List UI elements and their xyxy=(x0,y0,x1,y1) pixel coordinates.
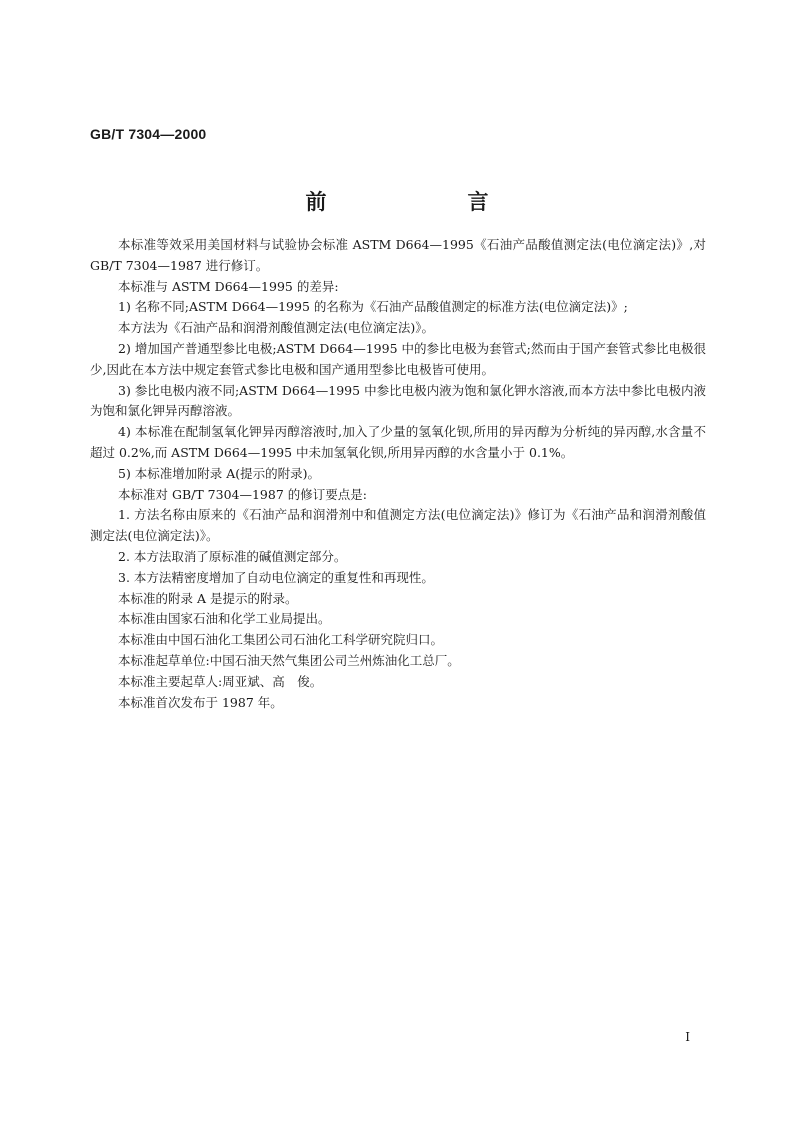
paragraph-13: 本标准的附录 A 是提示的附录。 xyxy=(118,590,298,606)
paragraph-3: 1) 名称不同;ASTM D664—1995 的名称为《石油产品酸值测定的标准方法(电位滴定法)》; xyxy=(118,299,628,315)
standard-code: GB/T 7304—2000 xyxy=(90,126,207,142)
paragraph-11: 2. 本方法取消了原标准的碱值测定部分。 xyxy=(118,548,347,564)
paragraph-17: 本标准主要起草人:周亚斌、高 俊。 xyxy=(118,673,323,689)
paragraph-6: 3) 参比电极内液不同;ASTM D664—1995 中参比电极内液为饱和氯化钾水溶液,而本方法中参比电极内液为饱和氯化钾异丙醇溶液。 xyxy=(90,382,706,419)
paragraph-1: 本标准等效采用美国材料与试验协会标准 ASTM D664—1995《石油产品酸值测定法(电位滴定法)》,对 GB/T 7304—1987 进行修订。 xyxy=(90,237,706,273)
page-title: 前 言 xyxy=(305,190,549,214)
page-number: I xyxy=(685,1030,690,1044)
paragraph-15: 本标准由中国石油化工集团公司石油化工科学研究院归口。 xyxy=(118,632,444,648)
paragraph-14: 本标准由国家石油和化学工业局提出。 xyxy=(118,611,331,627)
paragraph-4: 本方法为《石油产品和润滑剂酸值测定法(电位滴定法)》。 xyxy=(118,320,435,336)
paragraph-8: 5) 本标准增加附录 A(提示的附录)。 xyxy=(118,465,321,481)
paragraph-5: 2) 增加国产普通型参比电极;ASTM D664—1995 中的参比电极为套管式;然而由于国产套管式参比电极很少,因此在本方法中规定套管式参比电极和国产通用型参比电极皆可使用。 xyxy=(90,340,706,377)
paragraph-2: 本标准与 ASTM D664—1995 的差异: xyxy=(118,278,339,294)
paragraph-9: 本标准对 GB/T 7304—1987 的修订要点是: xyxy=(118,486,367,502)
paragraph-16: 本标准起草单位:中国石油天然气集团公司兰州炼油化工总厂。 xyxy=(118,652,460,668)
paragraph-10: 1. 方法名称由原来的《石油产品和润滑剂中和值测定方法(电位滴定法)》修订为《石油产品和润滑剂酸值测定法(电位滴定法)》。 xyxy=(90,507,706,544)
foreword-body xyxy=(90,235,706,713)
paragraph-18: 本标准首次发布于 1987 年。 xyxy=(118,694,283,710)
paragraph-7: 4) 本标准在配制氢氧化钾异丙醇溶液时,加入了少量的氢氧化钡,所用的异丙醇为分析纯的异丙醇,水含量不超过 0.2%,而 ASTM D664—1995 中未加氢氧化钡,所用异丙醇的水含量小于 0.1%。 xyxy=(90,424,706,460)
paragraph-12: 3. 本方法精密度增加了自动电位滴定的重复性和再现性。 xyxy=(118,569,434,585)
